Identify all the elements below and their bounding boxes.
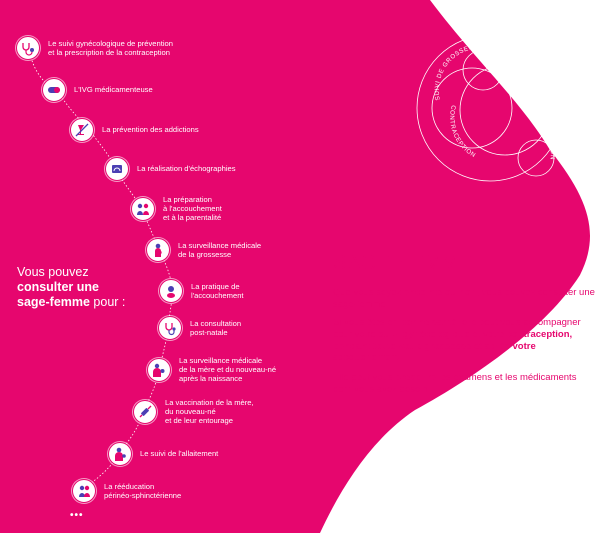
- text-run: elle peut vous accompagner pour votre: [333, 317, 581, 340]
- item-line: à l'accouchement: [163, 204, 222, 214]
- item-line: La consultation: [190, 318, 242, 328]
- text-run-bold: suivi gynécologique: [378, 328, 470, 340]
- intro-line2: consulter une: [17, 280, 99, 294]
- item-line: La pratique de: [191, 281, 240, 291]
- reeducation-icon: [72, 479, 96, 503]
- text-run: Que vous soyez: [333, 287, 404, 298]
- intro-text: [17, 265, 125, 310]
- list-item-suivi-gyn: [16, 36, 173, 60]
- venn-label-gyn: SUIVI GYNÉCOLOGIQUE: [509, 23, 576, 82]
- intro-line3-bold: sage-femme: [17, 295, 90, 309]
- text-run: les examens et les médicaments dont vous avez besoin.: [333, 372, 577, 395]
- list-item-allaitement: [108, 442, 218, 466]
- list-item-surveillance-grossesse: [146, 238, 261, 262]
- breastfeeding-icon: [108, 442, 132, 466]
- pregnant-woman-icon: [146, 238, 170, 262]
- list-item-reeducation: [72, 479, 181, 503]
- parents-icon: [131, 197, 155, 221]
- item-line: La rééducation: [104, 481, 155, 491]
- item-line: de la mère et du nouveau-né: [179, 365, 277, 375]
- text-run-bold: enceinte ou non,: [403, 287, 480, 298]
- item-line: périnéo-sphinctérienne: [104, 491, 182, 500]
- list-item-surveillance-mere-nouveau-ne: [147, 356, 276, 384]
- intro-line1: Vous pouvez: [17, 265, 89, 279]
- list-item-preparation: [131, 195, 222, 223]
- list-item-vaccination: [133, 398, 254, 426]
- item-line: après la naissance: [179, 374, 243, 384]
- venn-label-grossesse: SUIVI DE GROSSESSE: [433, 43, 484, 101]
- sage-femme-paragraph-2: [333, 317, 595, 364]
- no-alcohol-icon: [70, 118, 94, 142]
- intro-line3-rest: pour :: [89, 295, 126, 309]
- text-run-bold: après votre accouchement.: [333, 340, 536, 364]
- sage-femme-paragraph-1: [333, 287, 595, 311]
- syringe-icon: [133, 400, 157, 424]
- item-line: de la grossesse: [178, 250, 232, 259]
- item-line: post-natale: [190, 328, 228, 337]
- item-line: Le suivi de l'allaitement: [140, 449, 219, 459]
- item-line: La réalisation d'échographies: [137, 164, 236, 174]
- stethoscope-postnatal-icon: [158, 316, 182, 340]
- item-line: du nouveau-né: [165, 407, 216, 417]
- stethoscope-icon: [16, 36, 40, 60]
- text-run: Elle peut vous: [333, 372, 396, 383]
- text-run: et votre: [469, 328, 507, 340]
- item-line: La surveillance médicale: [178, 240, 262, 250]
- text-run-bold: bonne santé,: [400, 317, 460, 328]
- item-line: l'accouchement: [191, 291, 244, 300]
- ultrasound-icon: [105, 157, 129, 181]
- list-item-ivg: [42, 78, 153, 102]
- mother-baby-icon: [147, 358, 171, 382]
- sage-femme-title: SAGE-FEMME: [333, 252, 473, 274]
- sage-femme-paragraph-3: [333, 372, 595, 396]
- item-line: L'IVG médicamenteuse: [74, 85, 153, 95]
- venn-label-contraception: CONTRACEPTION: [448, 104, 477, 160]
- item-line: et à la parentalité: [163, 213, 222, 223]
- text-run-bold: prescrire: [395, 372, 436, 383]
- baby-icon: [159, 279, 183, 303]
- list-item-consultation-postnatale: [158, 316, 241, 340]
- list-item-accouchement: [159, 279, 244, 303]
- item-line: La vaccination de la mère,: [165, 398, 254, 407]
- item-line: Le suivi gynécologique de prévention: [48, 38, 173, 48]
- text-run: vous pouvez consulter une sage-femme.: [333, 287, 595, 310]
- item-line: et la prescription de la contraception: [48, 48, 170, 57]
- item-line: La surveillance médicale: [179, 356, 263, 365]
- venn-label-prevention: PRÉVENTION: [533, 114, 556, 161]
- text-run: et: [471, 340, 485, 352]
- pill-icon: [42, 78, 66, 102]
- list-item-echographies: [105, 157, 236, 181]
- item-line: La préparation: [163, 195, 212, 204]
- item-line: La prévention des addictions: [102, 125, 199, 135]
- more-dots: •••: [70, 510, 84, 521]
- list-item-addictions: [70, 118, 199, 142]
- text-run-bold: contraception, pendant toute votre grossesse: [333, 328, 573, 352]
- text-run: Si vous êtes en: [333, 317, 401, 328]
- item-line: et de leur entourage: [165, 416, 233, 426]
